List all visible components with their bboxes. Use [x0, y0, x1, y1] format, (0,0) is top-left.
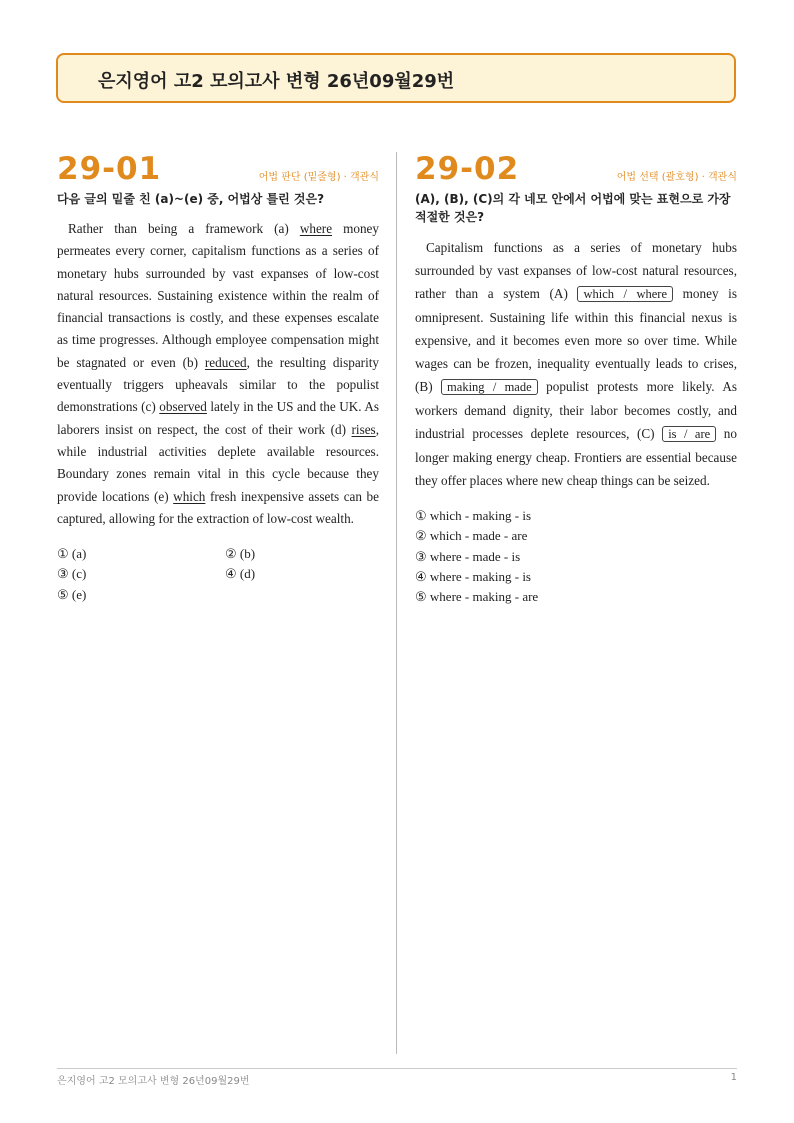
choice-4[interactable]: ④ where - making - is	[415, 568, 531, 584]
choice-5[interactable]: ⑤ (e)	[57, 586, 87, 602]
answer-choices	[415, 506, 737, 607]
passage-text: , the resulting disparity eventually triggers upheavals similar to the populist demonstrations (c)	[57, 354, 379, 415]
box-c: is / are	[662, 426, 716, 442]
page-header	[56, 53, 736, 103]
question-number: 29-02	[415, 151, 520, 187]
question-title: (A), (B), (C)의 각 네모 안에서 어법에 맞는 표현으로 가장 적절한 것은?	[415, 192, 731, 224]
page-title: 은지영어 고2 모의고사 변형 26년09월29번	[98, 71, 455, 92]
choice-1[interactable]: ① (a)	[57, 546, 87, 562]
passage-text: populist protests more likely. As workers demand dignity, their labor becomes costly, and industrial processes deplete resources, (C)	[415, 379, 737, 441]
passage-text: , while industrial activities deplete available resources. Boundary zones remain vital in this cycle because they provide locations (e)	[57, 421, 379, 504]
choice-4[interactable]: ④ (d)	[225, 566, 256, 582]
passage-text: Capitalism functions as a series of monetary hubs surrounded by vast expanses of low-cost natural resources, rather than a system (A)	[415, 240, 737, 301]
passage-text: Rather than being a framework (a)	[68, 221, 300, 236]
question-title: 다음 글의 밑줄 친 (a)~(e) 중, 어법상 틀린 것은?	[57, 192, 325, 206]
footer-title: 은지영어 고2 모의고사 변형 26년09월29번	[57, 1076, 250, 1087]
choice-5[interactable]: ⑤ where - making - are	[415, 589, 539, 605]
underlined-c: observed	[159, 399, 207, 415]
box-b: making / made	[441, 379, 538, 395]
answer-choices	[57, 544, 379, 605]
question-29-02	[415, 152, 737, 607]
box-a: which / where	[577, 286, 673, 302]
underlined-e: which	[173, 488, 206, 504]
passage	[57, 218, 379, 530]
underlined-b: reduced	[204, 354, 247, 370]
underlined-a: where	[299, 221, 333, 236]
footer-divider	[57, 1068, 737, 1069]
question-29-01	[57, 152, 379, 605]
passage-text: no longer making energy cheap. Frontiers are essential because they offer places where new cheap things can be seized.	[415, 426, 737, 488]
choice-2[interactable]: ② (b)	[225, 546, 256, 562]
passage-text: lately in the US and the UK. As laborers insist on respect, the cost of their work (d)	[57, 399, 379, 437]
column-divider	[396, 152, 397, 1054]
passage	[415, 236, 737, 492]
choice-3[interactable]: ③ (c)	[57, 566, 87, 582]
passage-text: money is omnipresent. Sustaining life within this financial nexus is expensive, and it becomes even more so over time. While wages can be frozen, inequality eventually leads to crises, (B)	[415, 286, 737, 394]
choice-1[interactable]: ① which - making - is	[415, 508, 531, 523]
question-type: 어법 선택 (괄호형) · 객관식	[616, 172, 737, 183]
question-type: 어법 판단 (밑줄형) · 객관식	[258, 172, 379, 183]
choice-2[interactable]: ② which - made - are	[415, 528, 528, 544]
passage-text: money permeates every corner, capitalism functions as a series of monetary hubs surrounded by vast expanses of low-cost natural resources. Sustaining existence within the realm of financial transactions is costly, and these expenses escalate as time progresses. Although employee compensation might be stagnated or even (b)	[57, 221, 379, 370]
page-number: 1	[730, 1072, 737, 1083]
passage-text: fresh inexpensive assets can be captured, allowing for the extraction of low-cost wealth.	[57, 488, 379, 526]
underlined-d: rises	[351, 421, 376, 437]
choice-3[interactable]: ③ where - made - is	[415, 548, 521, 564]
question-number: 29-01	[57, 151, 162, 187]
